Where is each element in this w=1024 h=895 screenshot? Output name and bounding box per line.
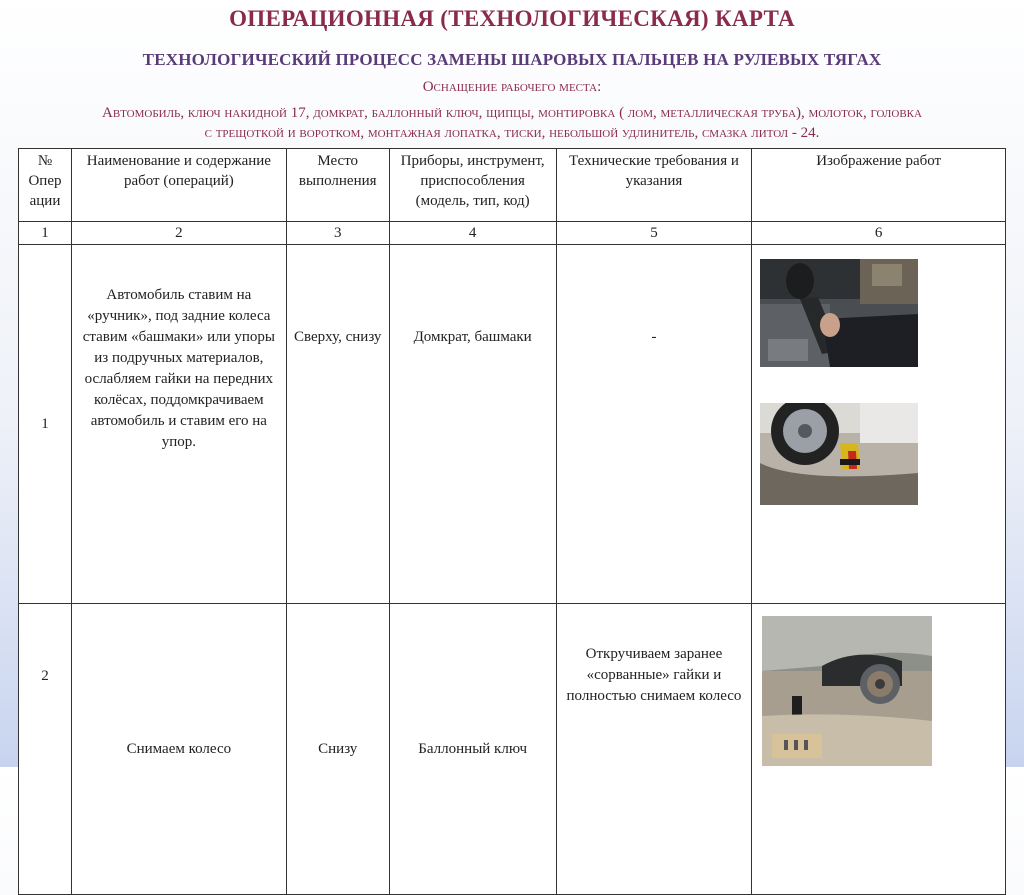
column-header-place: Место выполнения xyxy=(286,149,389,222)
column-number: 5 xyxy=(556,222,752,245)
column-number: 6 xyxy=(752,222,1006,245)
equipment-text-line2: с трещоткой и воротком, монтажная лопатка, тиски, небольшой удлинитель, смазка литол - 24. xyxy=(204,125,820,141)
operation-place: Снизу xyxy=(286,604,389,895)
column-header-description: Наименование и содержание работ (операций) xyxy=(71,149,286,222)
wheel-removed-photo xyxy=(762,616,932,766)
wheel-chock-photo xyxy=(760,403,918,505)
operation-images xyxy=(752,604,1006,895)
operation-card-table xyxy=(18,148,1006,895)
equipment-text xyxy=(6,103,1018,143)
operation-description: Автомобиль ставим на «ручник», под задние колеса ставим «башмаки» или упоры из подручных материалов, ослабляем гайки на передних колёсах, поддомкрачиваем автомобиль и ставим его на упор. xyxy=(71,245,286,604)
column-number: 2 xyxy=(71,222,286,245)
operation-number: 2 xyxy=(19,604,72,895)
operation-number: 1 xyxy=(19,245,72,604)
operation-images xyxy=(752,245,1006,604)
equipment-label: Оснащение рабочего места: xyxy=(422,79,602,95)
table-row xyxy=(19,604,1006,895)
operation-place: Сверху, снизу xyxy=(286,245,389,604)
column-header-images: Изображение работ xyxy=(752,149,1006,222)
handbrake-photo xyxy=(760,259,918,367)
operation-tools: Домкрат, башмаки xyxy=(389,245,556,604)
page-title: ОПЕРАЦИОННАЯ (ТЕХНОЛОГИЧЕСКАЯ) КАРТА xyxy=(229,6,795,31)
table-header-row xyxy=(19,149,1006,222)
table-row xyxy=(19,245,1006,604)
column-header-op-number: № Опер ации xyxy=(19,149,72,222)
column-number: 3 xyxy=(286,222,389,245)
column-number: 4 xyxy=(389,222,556,245)
equipment-text-line1: Автомобиль, ключ накидной 17, домкрат, баллонный ключ, щипцы, монтировка ( лом, металлическая труба), молоток, головка xyxy=(102,105,922,121)
page-subtitle: ТЕХНОЛОГИЧЕСКИЙ ПРОЦЕСС ЗАМЕНЫ ШАРОВЫХ ПАЛЬЦЕВ НА РУЛЕВЫХ ТЯГАХ xyxy=(142,50,882,69)
column-number-row xyxy=(19,222,1006,245)
column-number: 1 xyxy=(19,222,72,245)
column-header-tools: Приборы, инструмент, приспособления (модель, тип, код) xyxy=(389,149,556,222)
operation-requirements: - xyxy=(556,245,752,604)
operation-requirements: Откручиваем заранее «сорванные» гайки и полностью снимаем колесо xyxy=(556,604,752,895)
column-header-requirements: Технические требования и указания xyxy=(556,149,752,222)
operation-tools: Баллонный ключ xyxy=(389,604,556,895)
operation-description: Снимаем колесо xyxy=(71,604,286,895)
